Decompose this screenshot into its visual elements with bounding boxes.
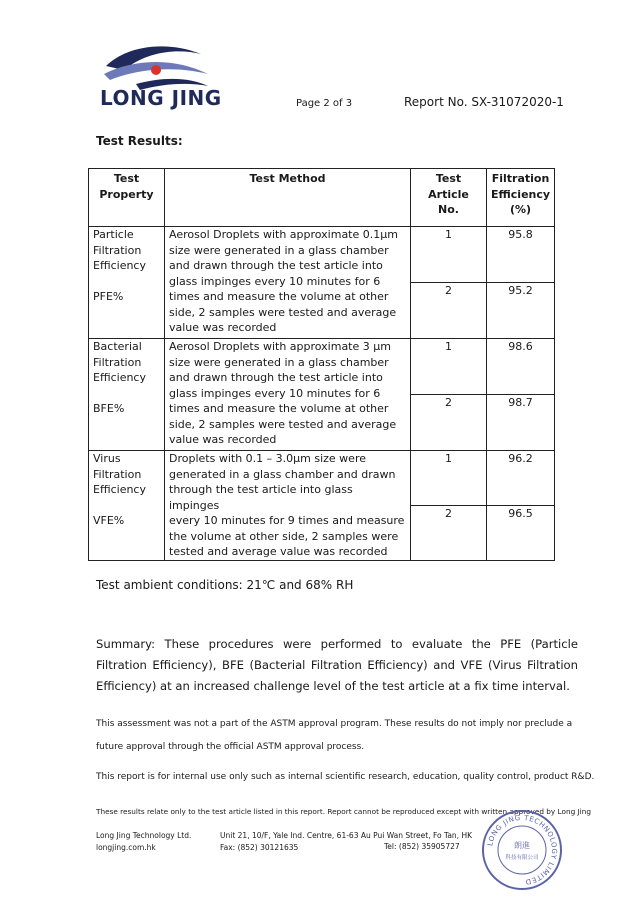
stamp-outer-text: LONG JING TECHNOLOGY LIMITED: [486, 813, 559, 886]
method-line: value was recorded: [169, 433, 277, 446]
property-abbr: VFE%: [93, 513, 125, 527]
footer-fax: Fax: (852) 30121635: [220, 843, 299, 852]
method-line: the volume at other side, 2 samples were: [169, 529, 399, 543]
table-row: [89, 227, 555, 283]
table-row: [89, 339, 555, 395]
footer-address: Unit 21, 10/F, Yale Ind. Centre, 61-63 Au Pui Wan Street, Fo Tan, HK: [220, 831, 473, 840]
stamp-inner-text-2: 科技有限公司: [505, 855, 539, 861]
stamp-inner-text-1: 朗進: [514, 841, 530, 850]
article-no-cell: 2: [411, 283, 487, 339]
article-no-cell: 2: [411, 505, 487, 560]
header-line: Test Method: [249, 172, 326, 185]
property-abbr: PFE%: [93, 289, 124, 303]
property-cell-bfe: [89, 339, 165, 451]
method-line: times and measure the volume at other: [169, 290, 389, 303]
summary-paragraph: Summary: These procedures were performed to evaluate the PFE (Particle Filtration Efficiency), BFE (Bacterial Filtration Efficiency) and VFE (Virus Filtration Efficiency) at an increased challenge level of the test article at a fix time interval.: [96, 637, 578, 693]
efficiency-cell: 95.8: [487, 227, 555, 283]
property-line: Efficiency: [93, 483, 146, 496]
method-line: Aerosol Droplets with approximate 3 μm: [169, 340, 391, 353]
method-line: side, 2 samples were tested and average: [169, 305, 397, 319]
table-header-row: [89, 169, 555, 227]
header-line: Filtration: [491, 172, 550, 185]
property-abbr: BFE%: [93, 401, 125, 415]
test-results-table: [88, 168, 555, 561]
method-line: side, 2 samples were tested and average: [169, 417, 397, 431]
property-cell-vfe: [89, 451, 165, 561]
method-line: every 10 minutes for 9 times and measure: [169, 514, 405, 527]
property-line: Filtration: [93, 243, 142, 257]
property-line: Filtration: [93, 467, 142, 481]
article-no-cell: 1: [411, 339, 487, 395]
method-line: tested and average value was recorded: [169, 545, 388, 558]
property-line: Virus: [93, 452, 121, 465]
col-header-property: [89, 169, 165, 227]
logo-text: LONG JING: [100, 86, 222, 110]
article-no-cell: 1: [411, 227, 487, 283]
property-line: Efficiency: [93, 371, 146, 384]
footer-website: longjing.com.hk: [96, 843, 156, 852]
property-line: Filtration: [93, 355, 142, 369]
astm-note: This assessment was not a part of the ASTM approval program. These results do not imply nor preclude a future approval through the official ASTM approval process.: [96, 719, 573, 752]
header-line: (%): [509, 203, 532, 216]
header-line: Test: [113, 172, 140, 185]
header-line: No.: [438, 203, 459, 216]
article-no-cell: 1: [411, 451, 487, 506]
results-relate-note: These results relate only to the test article listed in this report. Report cannot be reproduced except with written approved by Long Jing: [96, 807, 591, 816]
footer-company: Long Jing Technology Ltd.: [96, 831, 192, 840]
header-line: Property: [99, 187, 154, 201]
method-line: and drawn through the test article into: [169, 371, 383, 384]
method-line: value was recorded: [169, 321, 277, 334]
property-line: Particle: [93, 228, 134, 241]
method-line: times and measure the volume at other: [169, 402, 389, 415]
property-line: Bacterial: [93, 340, 142, 353]
company-logo: [96, 44, 226, 114]
method-line: through the test article into glass impinges: [169, 483, 353, 512]
company-stamp: [480, 808, 564, 892]
footer-tel: Tel: (852) 35905727: [384, 842, 460, 851]
method-cell-vfe: [165, 451, 411, 561]
method-line: Droplets with 0.1 – 3.0μm size were: [169, 452, 366, 465]
col-header-efficiency: [487, 169, 555, 227]
efficiency-cell: 98.7: [487, 395, 555, 451]
method-line: glass impinges every 10 minutes for 6: [169, 386, 381, 400]
col-header-article: [411, 169, 487, 227]
header-line: Efficiency: [491, 187, 551, 201]
method-line: size were generated in a glass chamber: [169, 243, 389, 257]
section-title: Test Results:: [96, 134, 183, 148]
method-line: generated in a glass chamber and drawn: [169, 467, 396, 481]
internal-use-note: This report is for internal use only such as internal scientific research, education, quality control, product R&D.: [96, 772, 595, 782]
method-line: size were generated in a glass chamber: [169, 355, 389, 369]
efficiency-cell: 96.5: [487, 505, 555, 560]
efficiency-cell: 96.2: [487, 451, 555, 506]
method-line: glass impinges every 10 minutes for 6: [169, 274, 381, 288]
footer-company-block: [96, 830, 191, 854]
header-line: Test Article: [428, 172, 469, 201]
efficiency-cell: 95.2: [487, 283, 555, 339]
article-no-cell: 2: [411, 395, 487, 451]
page-number: Page 2 of 3: [296, 98, 353, 109]
table-row: [89, 451, 555, 506]
report-number: Report No. SX-31072020-1: [404, 95, 564, 109]
method-cell-pfe: [165, 227, 411, 339]
ambient-conditions: Test ambient conditions: 21℃ and 68% RH: [96, 578, 354, 592]
stamp-seal-icon: [480, 808, 564, 892]
efficiency-cell: 98.6: [487, 339, 555, 395]
property-line: Efficiency: [93, 259, 146, 272]
method-line: and drawn through the test article into: [169, 259, 383, 272]
method-line: Aerosol Droplets with approximate 0.1μm: [169, 228, 398, 241]
col-header-method: [165, 169, 411, 227]
method-cell-bfe: [165, 339, 411, 451]
property-cell-pfe: [89, 227, 165, 339]
